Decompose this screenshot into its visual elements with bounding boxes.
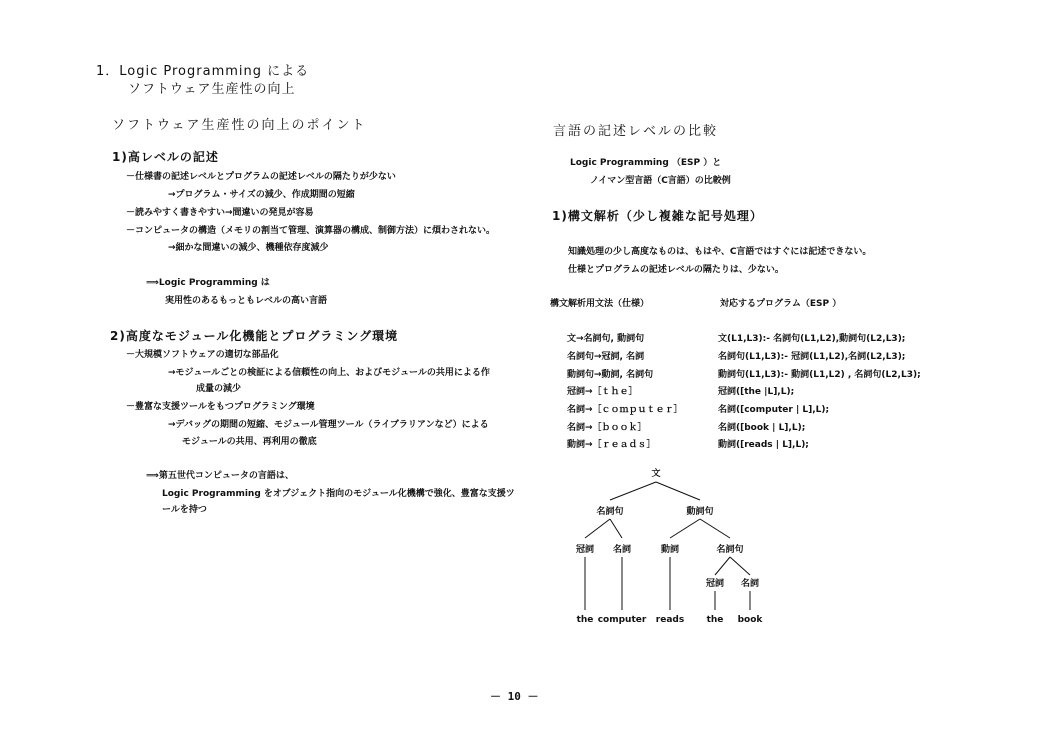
sub1-line-1: －仕様書の記述レベルとプログラムの記述レベルの隔たりが少ない	[126, 172, 396, 182]
page-number: － 10 －	[490, 690, 539, 703]
tree-node-root: 文	[651, 469, 661, 479]
right-intro-line2: ノイマン型言語（C言語）の比較例	[590, 176, 731, 186]
right-intro-line1: Logic Programming （ESP ）と	[570, 158, 722, 168]
sub1-line-3: －読みやすく書きやすい→間違いの発見が容易	[126, 208, 314, 218]
grammar-rule: 名詞→［ｂｏｏｋ］	[567, 423, 647, 433]
tree-leaf-reads: reads	[655, 615, 685, 625]
sub2-line-6: モジュールの共用、再利用の徹底	[182, 437, 317, 447]
tree-edge	[700, 519, 730, 538]
grammar-rule: 名詞→［ｃｏｍｐｕｔｅｒ］	[567, 405, 683, 415]
tree-node-np: 名詞句	[596, 507, 624, 517]
tree-node-noun1: 名詞	[612, 545, 632, 555]
tree-edge	[730, 557, 750, 575]
tree-leaf-computer: computer	[597, 615, 647, 625]
sub2-heading: 2)高度なモジュール化機能とプログラミング環境	[110, 329, 399, 343]
program-clause: 動詞句(L1,L3):- 動詞(L1,L2) , 名詞句(L2,L3);	[718, 370, 921, 380]
tree-node-verb: 動詞	[660, 545, 680, 555]
right-section-title: 言語の記述レベルの比較	[553, 124, 719, 139]
grammar-rule: 冠詞→［ｔｈｅ］	[567, 387, 638, 397]
right-sub-heading: 1)構文解析（少し複雑な記号処理）	[552, 209, 763, 223]
tree-node-det1: 冠詞	[575, 545, 595, 555]
sub1-line-5: →細かな間違いの減少、機種依存度減少	[168, 243, 329, 253]
sub2-conclusion-line3: ールを持つ	[162, 505, 207, 515]
sub1-line-2: →プログラム・サイズの減少、作成期間の短縮	[168, 190, 355, 200]
sub2-line-5: →デバッグの期間の短縮、モジュール管理ツール（ライブラリアンなど）による	[168, 420, 489, 430]
program-clause: 名詞([computer | L],L);	[718, 405, 830, 415]
right-desc-line2: 仕様とプログラムの記述レベルの隔たりは、少ない。	[568, 265, 784, 275]
tree-edge	[610, 482, 656, 500]
sub1-heading: 1)高レベルの記述	[112, 150, 219, 164]
tree-node-noun2: 名詞	[740, 579, 760, 589]
program-clause: 名詞([book | L],L);	[718, 423, 806, 433]
tree-node-np2: 名詞句	[716, 545, 744, 555]
sub2-line-4: －豊富な支援ツールをもつプログラミング環境	[126, 402, 315, 412]
parse-tree-diagram	[560, 462, 790, 632]
sub2-line-3: 成量の減少	[196, 384, 242, 394]
sub1-conclusion-line2: 実用性のあるもっともレベルの高い言語	[165, 296, 328, 306]
program-column-header: 対応するプログラム（ESP ）	[720, 299, 842, 309]
tree-edge	[656, 482, 700, 500]
tree-leaf-the: the	[576, 615, 594, 625]
program-clause: 冠詞([the |L],L);	[718, 387, 795, 397]
tree-edge	[715, 557, 730, 575]
tree-edge	[585, 519, 610, 538]
sub2-conclusion-line2: Logic Programming をオブジェクト指向のモジュール化機構で強化、豊富な支援ツ	[162, 489, 515, 499]
tree-leaf-book: book	[737, 615, 763, 625]
tree-leaf-the-2: the	[706, 615, 724, 625]
tree-node-det2: 冠詞	[705, 579, 725, 589]
sub2-conclusion-line1: ⟹第五世代コンピュータの言語は、	[146, 471, 294, 481]
grammar-rule: 動詞→［ｒｅａｄｓ］	[567, 440, 656, 450]
tree-edge	[670, 519, 700, 538]
tree-edge	[610, 519, 622, 538]
grammar-rule: 動詞句→動詞, 名詞句	[567, 370, 654, 380]
right-desc-line1: 知識処理の少し高度なものは、もはや、C言語ではすぐには記述できない。	[568, 247, 872, 257]
sub2-line-1: －大規模ソフトウェアの適切な部品化	[126, 350, 279, 360]
program-clause: 動詞([reads | L],L);	[718, 440, 809, 450]
grammar-rule: 文→名詞句, 動詞句	[567, 334, 645, 344]
sub1-line-4: －コンピュータの構造（メモリの割当て管理、演算器の構成、制御方法）に煩わされない。	[126, 226, 496, 236]
tree-node-vp: 動詞句	[686, 507, 714, 517]
left-section-title: ソフトウェア生産性の向上のポイント	[112, 118, 367, 133]
chapter-title-line2: ソフトウェア生産性の向上	[128, 82, 296, 97]
program-clause: 文(L1,L3):- 名詞句(L1,L2),動詞句(L2,L3);	[718, 334, 906, 344]
grammar-column-header: 構文解析用文法（仕様）	[550, 299, 650, 309]
chapter-title-line1: 1．Logic Programming による	[96, 64, 310, 79]
program-clause: 名詞句(L1,L3):- 冠詞(L1,L2),名詞(L2,L3);	[718, 352, 906, 362]
sub1-conclusion-line1: ⟹Logic Programming は	[146, 278, 270, 288]
sub2-line-2: →モジュールごとの検証による信頼性の向上、およびモジュールの共用による作	[168, 368, 490, 378]
grammar-rule: 名詞句→冠詞, 名詞	[567, 352, 645, 362]
